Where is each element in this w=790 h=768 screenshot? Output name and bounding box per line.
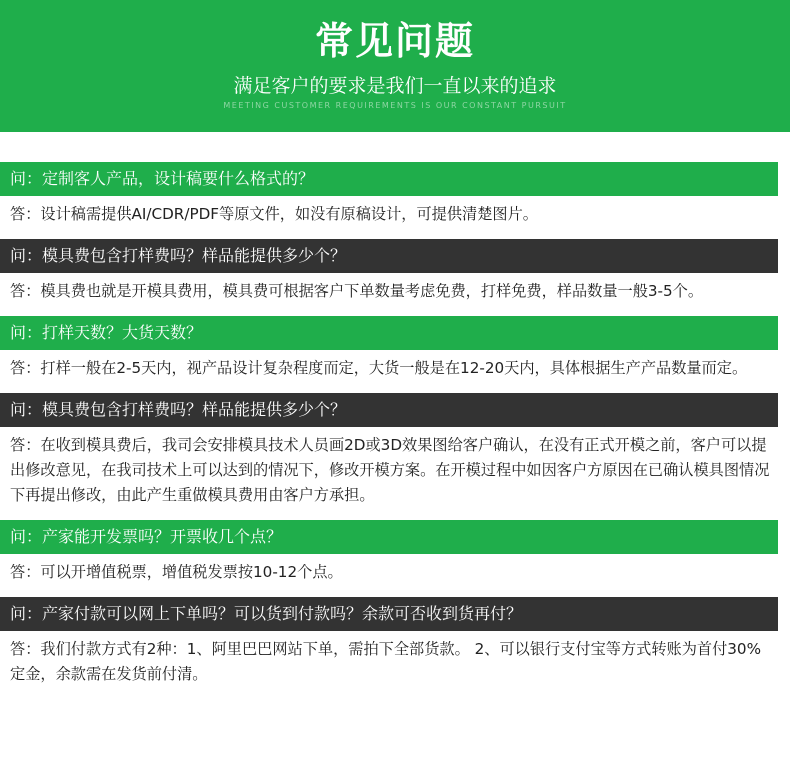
faq-answer: 答：在收到模具费后，我司会安排模具技术人员画2D或3D效果图给客户确认，在没有正式开模之前，客户可以提出修改意见，在我司技术上可以达到的情况下，修改开模方案。在开模过程中如因客户方原因在已确认模具图情况下再提出修改，由此产生重做模具费用由客户方承担。: [10, 436, 770, 504]
faq-item: [0, 239, 790, 304]
faq-question: 问：产家付款可以网上下单吗？可以货到付款吗？余款可否收到货再付？: [0, 597, 778, 631]
faq-question: 问：模具费包含打样费吗？样品能提供多少个？: [0, 393, 778, 427]
faq-item: [0, 520, 790, 585]
faq-answer: 答：模具费也就是开模具费用，模具费可根据客户下单数量考虑免费，打样免费，样品数量一般3-5个。: [10, 282, 704, 300]
faq-answer: 答：我们付款方式有2种：1、阿里巴巴网站下单，需拍下全部货款。 2、可以银行支付宝等方式转账为首付30%定金，余款需在发货前付清。: [10, 640, 762, 683]
faq-question: 问：模具费包含打样费吗？样品能提供多少个？: [0, 239, 778, 273]
page-title: 常见问题: [314, 19, 475, 63]
faq-question: 问：打样天数？大货天数？: [0, 316, 778, 350]
page-subtitle: 满足客户的要求是我们一直以来的追求: [233, 75, 557, 97]
page-subtitle-en: MEETING CUSTOMER REQUIREMENTS IS OUR CONSTANT PURSUIT: [223, 101, 567, 110]
faq-list: [0, 162, 790, 687]
faq-answer: 答：可以开增值税票，增值税发票按10-12个点。: [10, 563, 343, 581]
faq-item: [0, 393, 790, 508]
faq-question: 问：定制客人产品，设计稿要什么格式的？: [0, 162, 778, 196]
faq-item: [0, 316, 790, 381]
faq-question: 问：产家能开发票吗？开票收几个点？: [0, 520, 778, 554]
faq-item: [0, 597, 790, 687]
faq-item: [0, 162, 790, 227]
faq-answer: 答：打样一般在2-5天内，视产品设计复杂程度而定，大货一般是在12-20天内，具体根据生产产品数量而定。: [10, 359, 748, 377]
faq-answer: 答：设计稿需提供AI/CDR/PDF等原文件，如没有原稿设计，可提供清楚图片。: [10, 205, 538, 223]
header-banner: [0, 0, 790, 132]
